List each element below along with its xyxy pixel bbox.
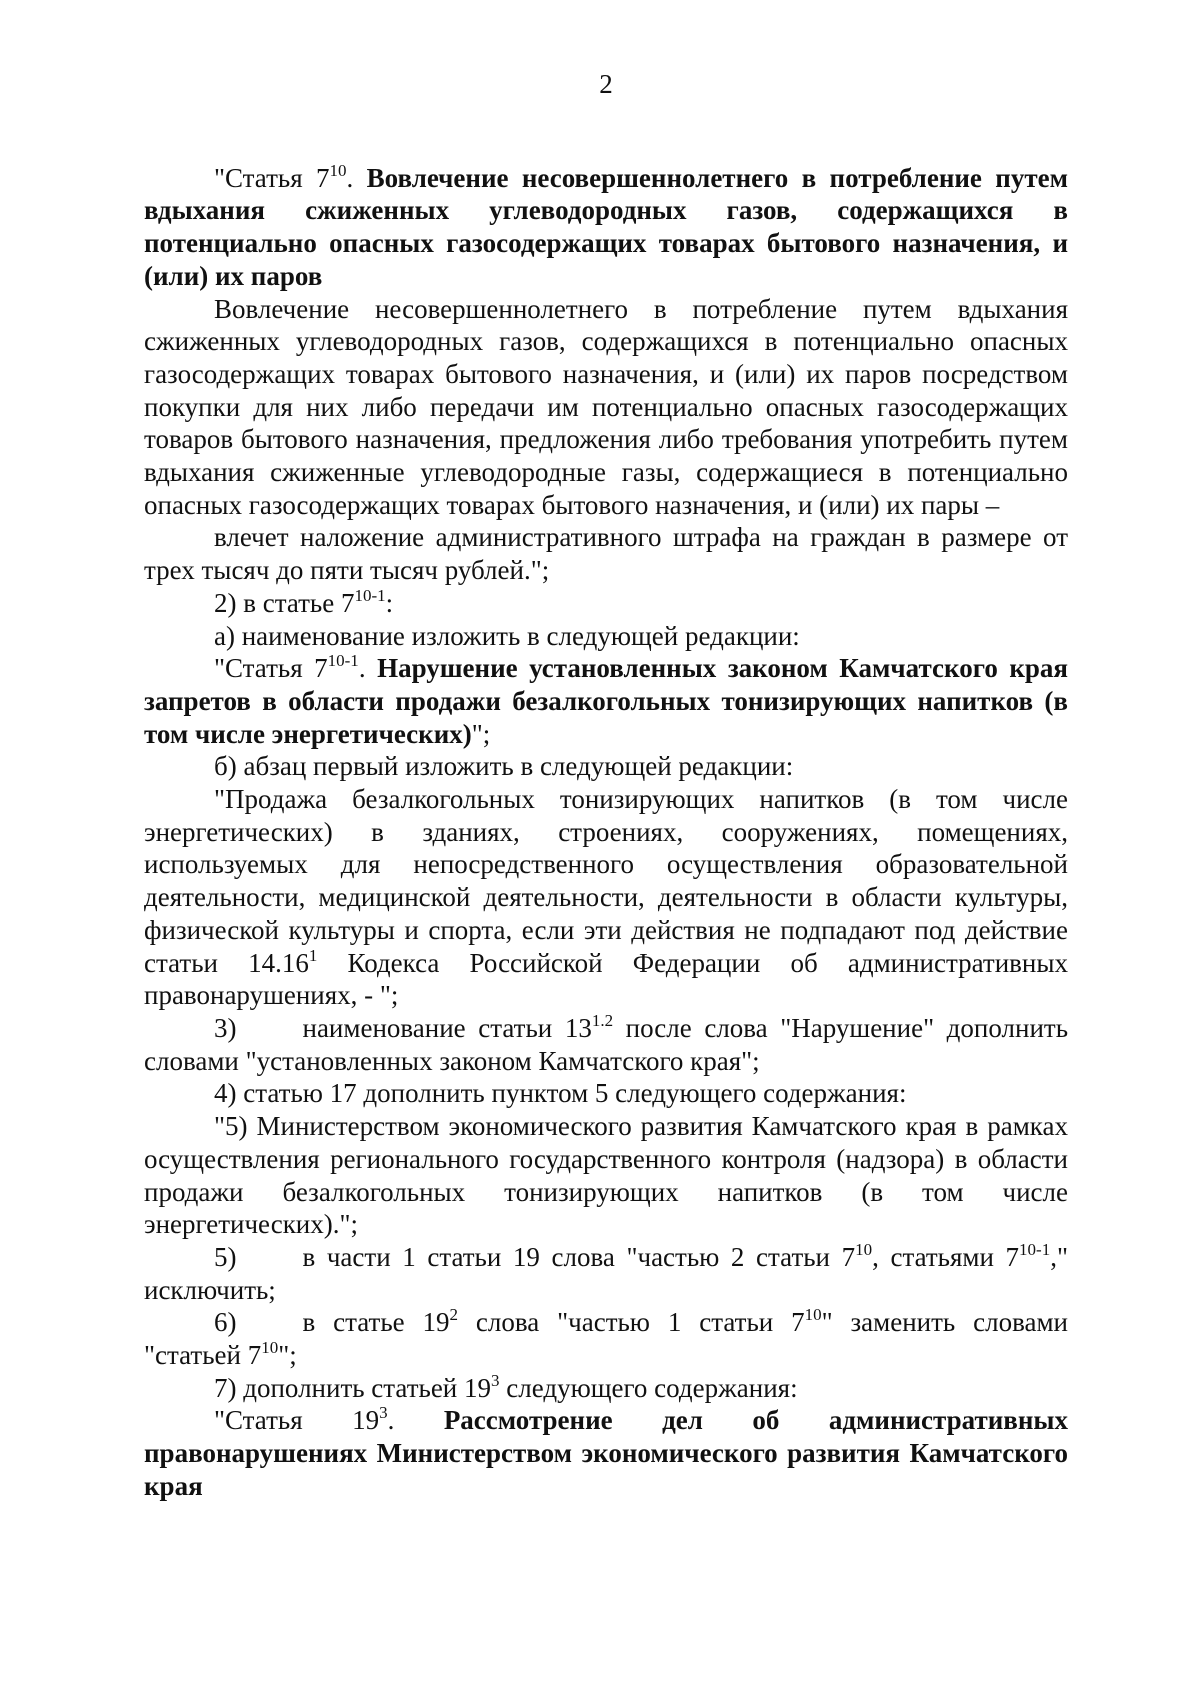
- item-tail: ";: [278, 1340, 297, 1371]
- article-lead: "Статья 19: [214, 1405, 380, 1436]
- article-lead: "Статья 7: [214, 162, 330, 193]
- item-middle: слова "частью 1 статьи 7: [458, 1307, 805, 1338]
- article-7-10-penalty: влечет наложение административного штрафа на граждан в размере от трех тысяч до пяти тысяч рублей.";: [144, 522, 1068, 586]
- item-superscript: 3: [491, 1370, 500, 1390]
- article-tail: ";: [471, 718, 491, 749]
- amendment-item-5: [144, 1241, 1068, 1306]
- item-text: в части 1 статьи 19 слова "частью 2 статьи 7: [302, 1241, 856, 1272]
- amendment-item-3: [144, 1012, 1068, 1077]
- item-superscript: 10: [804, 1305, 822, 1325]
- item-middle: " заменить словами "статьей 7: [144, 1307, 1068, 1371]
- article-17-point-5: "5) Министерством экономического развития Камчатского края в рамках осуществления регионального государственного контроля (надзора) в области продажи безалкогольных тонизирующих напитков (в том числе энергетических).";: [144, 1111, 1068, 1240]
- amendment-item-2a: а) наименование изложить в следующей редакции:: [214, 620, 800, 651]
- article-title: Нарушение установленных законом Камчатского края запретов в области продажи безалкогольных тонизирующих напитков (в том числе энергетических): [144, 653, 1069, 749]
- item-tail: следующего содержания:: [499, 1372, 798, 1403]
- article-7-10-body: Вовлечение несовершеннолетнего в потребление путем вдыхания сжиженных углеводородных газов, содержащихся в потенциально опасных газосодержащих товарах бытового назначения, и (или) их паров посредством покупки для них либо передачи им потенциально опасных газосодержащих товаров бытового назначения, предложения либо требования употребить путем вдыхания сжиженные углеводородные газы, содержащиеся в потенциально опасных газосодержащих товарах бытового назначения, и (или) их пары –: [144, 293, 1068, 520]
- amendment-item-7: [144, 1372, 1068, 1405]
- article-7-10-1-paragraph: [144, 783, 1068, 1012]
- paragraph-tail: Кодекса Российской Федерации об административных правонарушениях, - ";: [144, 947, 1068, 1011]
- item-tail: :: [385, 587, 394, 618]
- item-tail: после слова "Нарушение" дополнить словами "установленных законом Камчатского края";: [144, 1012, 1069, 1076]
- item-middle: , статьями 7: [872, 1241, 1020, 1272]
- item-superscript: 2: [449, 1305, 459, 1325]
- article-separator: .: [358, 653, 378, 684]
- item-text: наименование статьи 13: [302, 1012, 592, 1043]
- item-number: 3): [214, 1012, 237, 1043]
- article-title: Рассмотрение дел об административных правонарушениях Министерством экономического развития Камчатского края: [144, 1405, 1068, 1501]
- article-separator: .: [346, 162, 367, 193]
- article-19-3-heading: [144, 1404, 1068, 1502]
- item-superscript: 10-1: [1019, 1239, 1051, 1259]
- item-tail: ," исключить;: [144, 1241, 1068, 1305]
- article-superscript: 10-1: [327, 651, 359, 671]
- article-7-10-heading: [144, 162, 1068, 293]
- amendment-item-6: [144, 1306, 1068, 1371]
- amendment-item-4: 4) статью 17 дополнить пунктом 5 следующего содержания:: [214, 1078, 907, 1109]
- article-superscript: 10: [329, 160, 347, 180]
- amendment-item-2b: б) абзац первый изложить в следующей редакции:: [214, 751, 794, 782]
- item-text: 7) дополнить статьей 19: [214, 1372, 492, 1403]
- item-number: 6): [214, 1307, 237, 1338]
- article-lead: "Статья 7: [214, 653, 328, 684]
- item-superscript: 10-1: [354, 585, 386, 605]
- paragraph-text: "Продажа безалкогольных тонизирующих напитков (в том числе энергетических) в зданиях, строениях, сооружениях, помещениях, используемых для непосредственного осуществления образовательной деятельности, медицинской деятельности, деятельности в области культуры, физической культуры и спорта, если эти действия не подпадают под действие статьи 14.16: [144, 784, 1068, 978]
- page-number: 2: [599, 69, 613, 99]
- article-7-10-1-heading: [144, 652, 1068, 750]
- item-text: 2) в статье 7: [214, 587, 355, 618]
- item-superscript: 10: [261, 1338, 279, 1358]
- article-title: Вовлечение несовершеннолетнего в потребление путем вдыхания сжиженных углеводородных газов, содержащихся в потенциально опасных газосодержащих товарах бытового назначения, и (или) их паров: [144, 162, 1068, 291]
- paragraph-superscript: 1: [308, 945, 318, 965]
- article-separator: .: [387, 1405, 444, 1436]
- item-superscript: 10: [855, 1239, 873, 1259]
- item-number: 5): [214, 1241, 237, 1272]
- amendment-item-2: [144, 587, 1068, 620]
- article-superscript: 3: [379, 1403, 388, 1423]
- item-text: в статье 19: [302, 1307, 450, 1338]
- item-superscript: 1.2: [591, 1010, 614, 1030]
